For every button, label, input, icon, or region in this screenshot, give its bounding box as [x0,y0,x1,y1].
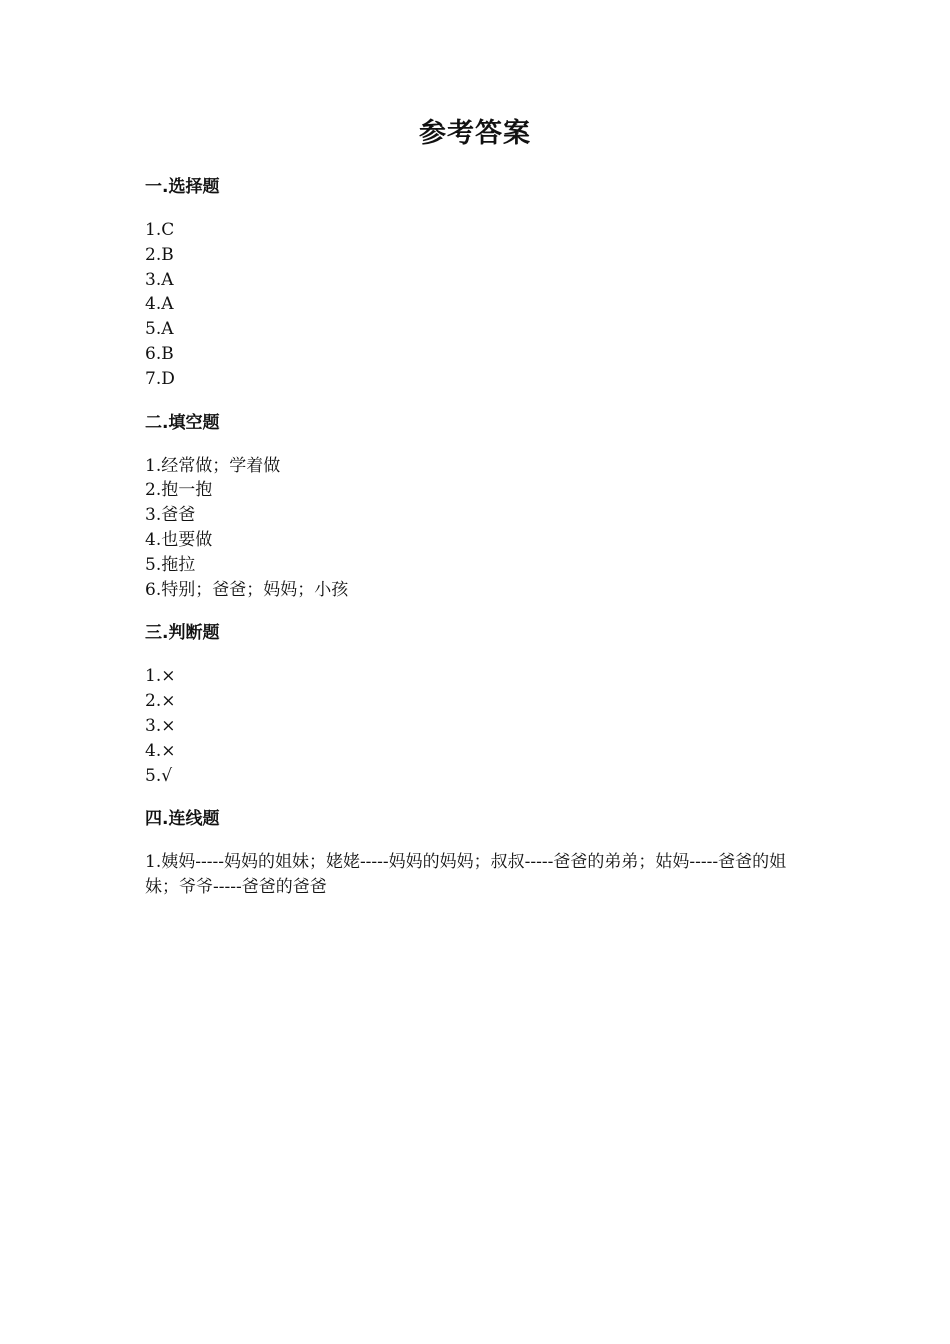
section-heading: 四.连线题 [145,809,220,830]
answer-list [145,454,795,603]
answer-list [145,218,795,392]
answer-item: 1.经常做；学着做 [145,455,281,476]
answer-item: 5.拖拉 [145,554,196,575]
answer-item: 3.× [145,715,176,736]
answer-item: 1.× [145,666,176,687]
section-multiple-choice [145,172,795,392]
answer-item: 5.√ [145,765,173,786]
answer-item: 1.姨妈-----妈妈的姐妹；姥姥-----妈妈的妈妈；叔叔-----爸爸的弟弟；姑妈-----爸爸的姐妹；爷爷-----爸爸的爸爸 [145,852,787,898]
section-true-false [145,618,795,788]
answer-item: 6.特别；爸爸；妈妈；小孩 [145,579,349,600]
section-fill-in-blank [145,408,795,603]
answer-item: 3.爸爸 [145,505,196,526]
section-heading: 二.填空题 [145,412,220,433]
section-heading: 三.判断题 [145,623,220,644]
answer-item: 3.A [145,269,174,290]
answer-item: 6.B [145,343,174,364]
answer-item: 5.A [145,319,174,340]
answer-content [145,172,795,916]
answer-list [145,664,795,788]
section-heading: 一.选择题 [145,177,220,197]
answer-list [145,850,795,900]
answer-item: 4.A [145,294,174,315]
answer-item: 4.也要做 [145,529,213,550]
section-matching [145,804,795,900]
answer-item: 7.D [145,368,175,389]
page-title: 参考答案 [419,118,531,149]
answer-item: 2.抱一抱 [145,480,213,501]
answer-item: 4.× [145,740,176,761]
answer-item: 1.C [145,220,175,240]
answer-item: 2.× [145,691,176,712]
answer-item: 2.B [145,244,174,265]
